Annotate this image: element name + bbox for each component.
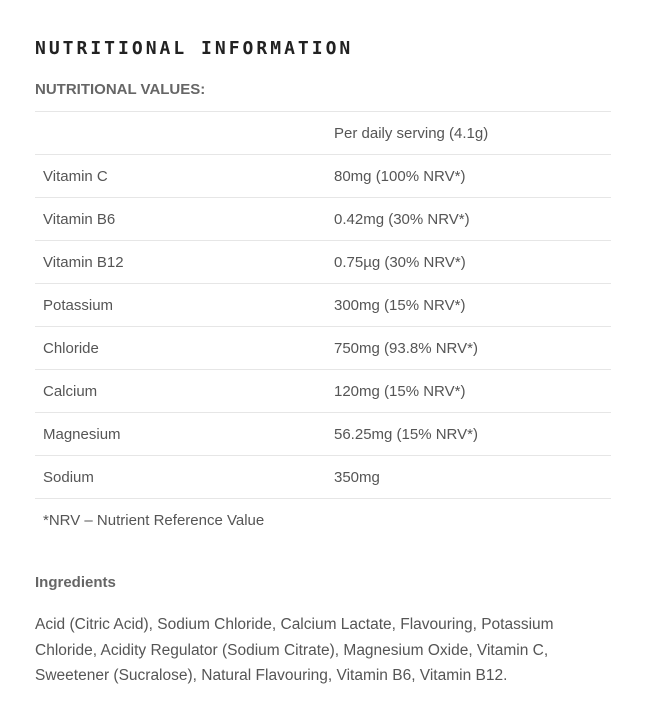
nutrient-name: Sodium (43, 468, 94, 486)
nutrient-value: 56.25mg (15% NRV*) (334, 425, 478, 443)
nutrient-value: 0.42mg (30% NRV*) (334, 210, 470, 228)
ingredients-text: Acid (Citric Acid), Sodium Chloride, Calcium Lactate, Flavouring, Potassium Chloride, Acidity Regulator (Sodium Citrate), Magnesium Oxide, Vitamin C, Sweetener (Sucralose), Natural Flavouring, Vitamin B6, Vitamin B12. (35, 616, 554, 684)
table-row (35, 241, 611, 284)
nutrient-value: 0.75µg (30% NRV*) (334, 253, 466, 271)
table-header-row (35, 112, 611, 155)
header-name-cell (35, 112, 334, 155)
table-row (35, 413, 611, 456)
header-value-cell: Per daily serving (4.1g) (334, 124, 489, 142)
table-row (35, 284, 611, 327)
nutrient-value: 750mg (93.8% NRV*) (334, 339, 478, 357)
nutrient-name: Vitamin C (43, 167, 108, 185)
table-row (35, 155, 611, 198)
table-row (35, 370, 611, 413)
nutrient-value: 80mg (100% NRV*) (334, 167, 466, 185)
table-row (35, 198, 611, 241)
nutrient-value: 120mg (15% NRV*) (334, 382, 466, 400)
nutrient-value: 300mg (15% NRV*) (334, 296, 466, 314)
table-footnote-row (35, 499, 611, 542)
nutrient-name: Vitamin B12 (43, 253, 124, 271)
nutrient-value: 350mg (334, 468, 380, 486)
ingredients-heading: Ingredients (35, 574, 116, 591)
nutrient-name: Magnesium (43, 425, 121, 443)
nutrient-name: Potassium (43, 296, 114, 314)
page-title: NUTRITIONAL INFORMATION (35, 38, 354, 59)
table-row (35, 327, 611, 370)
section-subtitle: NUTRITIONAL VALUES: (35, 81, 206, 98)
nutrition-table (35, 111, 611, 541)
nutrient-name: Vitamin B6 (43, 210, 116, 228)
table-row (35, 456, 611, 499)
nutrient-name: Calcium (43, 382, 98, 400)
nrv-footnote: *NRV – Nutrient Reference Value (43, 511, 265, 529)
nutrient-name: Chloride (43, 339, 99, 357)
